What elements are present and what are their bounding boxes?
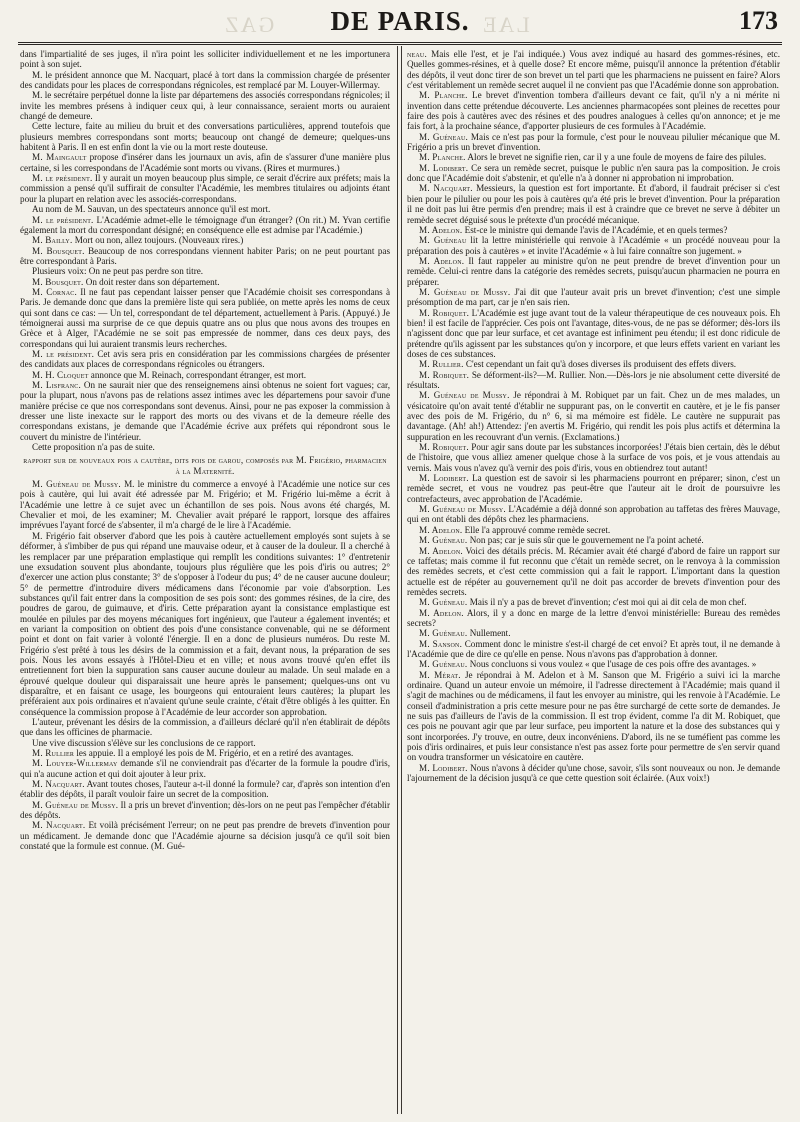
speaker-name: M. Louyer-Willermay — [32, 758, 118, 769]
paragraph-text: J'ai dit que l'auteur avait pris un brevet d'invention; c'est une simple présomption de ma part, car je n'en sais rien. — [407, 286, 780, 308]
paragraph-text: Pour agir sans doute par les substances incorporées! J'étais bien certain, dès le début de l'histoire, que vous alliez amener quelque chose à la surface de vos pois, et je vous attendais au vernis. Mais vous n'avez qu'à vernir des pois d'iris, vous en obtiendrez tout autant! — [407, 442, 780, 473]
paragraph — [407, 256, 780, 287]
paragraph-text: demande s'il ne conviendrait pas d'écarter de la formule la poudre d'iris, qui n'a aucune action et qui doit ajouter à leur prix. — [20, 758, 390, 779]
paragraph-text: Cette proposition n'a pas de suite. — [32, 442, 155, 453]
speaker-name: M. Guéneau — [419, 235, 467, 246]
speaker-name: M. Guéneau. — [419, 597, 468, 608]
speaker-name: M. Bousquet. — [32, 276, 84, 287]
paragraph — [20, 266, 390, 276]
paragraph-text: Comment donc le ministre s'est-il chargé de cet envoi? Et après tout, il ne demande à l'Académie que de dire ce qu'elle en pense. Nous n'avons pas d'approbation à donner. — [407, 638, 780, 659]
speaker-name: M. Sanson. — [419, 638, 463, 649]
speaker-name: M. Guéneau. — [419, 131, 469, 142]
speaker-name: M. Guéneau de Mussy. — [419, 504, 506, 515]
speaker-name: M. Lisfranc. — [32, 380, 81, 390]
speaker-name: M. H. Cloquet — [32, 369, 89, 380]
paragraph — [20, 748, 390, 758]
paragraph-text: Je répondrai à M. Adelon et à M. Sanson que M. Frigério a suivi ici la marche ordinaire. Quand un auteur envoie un mémoire, il l'adresse directement à l'Académie; mais quand il s'agit de machines ou de médicamens, il faut les envoyer au ministre, qui les renvoie à l'Académie. Le conseil d'administration a pris cette mesure pour ne pas être surchargé de cette sorte de demandes. Je ne suis pas d'ailleurs de l'avis de la commission. Il est trop évident, comme l'a dit M. Robiquet, que ces pois ne pouvant agir que par leur surface, peu importent la nature et la dose des substances qui y sont incorporées. J'y trouve, en outre, deux inconvéniens. D'abord, ils ne se tuméfient pas comme les pois d'iris ordinaires, et puis leur consistance n'est pas assez forte pour permettre de s'en servir quand on voudra transformer un vésicatoire en cautère. — [407, 669, 780, 763]
speaker-name: M. Rullier — [32, 748, 75, 759]
paragraph — [407, 504, 780, 525]
paragraph — [20, 820, 390, 851]
paragraph-text: Cette lecture, faite au milieu du bruit et des conversations particulières, apprend toutefois que plusieurs membres correspondans sont morts; beaucoup ont changé de demeure; quelques-uns habitent à Paris. Il en est enfin dont la vie ou la mort reste douteuse. — [20, 121, 390, 153]
speaker-name: M. Guéneau. — [419, 535, 468, 546]
paragraph — [20, 277, 390, 287]
paragraph — [20, 380, 390, 442]
paragraph-text: Plusieurs voix: On ne peut pas perdre son titre. — [32, 266, 204, 277]
speaker-name: M. Guéneau de Mussy. — [32, 799, 119, 810]
paragraph-text: les appuie. Il a employé les pois de M. Frigério, et en a retiré des avantages. — [76, 748, 354, 759]
paragraph — [20, 738, 390, 748]
page-header — [18, 6, 782, 44]
speaker-name: M. Lodibert. — [419, 473, 469, 484]
paragraph — [20, 246, 390, 267]
paragraph — [407, 442, 780, 473]
speaker-name: M. Adelon. — [419, 224, 463, 235]
paragraph-text: M. le président annonce que M. Nacquart, placé à tort dans la commission chargée de présenter des candidats pour les places de correspondans régnicoles, est remplacé par M. Louyer-Willermay. — [20, 69, 390, 91]
paragraph-text: Beaucoup de nos correspondans viennent habiter Paris; on ne peut pourtant pas être correspondant à Paris. — [20, 245, 390, 266]
paragraph — [407, 628, 780, 638]
speaker-name: M. Adelon. — [419, 255, 465, 266]
paragraph — [407, 535, 780, 545]
paragraph — [20, 121, 390, 152]
paragraph — [407, 163, 780, 184]
paragraph — [407, 473, 780, 504]
paragraph — [407, 608, 780, 629]
bleed-through-text: GAZ — [223, 12, 275, 37]
paragraph-text: Non pas; car je suis sûr que le gouvernement ne l'a point acheté. — [469, 535, 704, 546]
paragraph — [407, 370, 780, 391]
paragraph-text: lit la lettre ministérielle qui renvoie à l'Académie « un procédé nouveau pour la préparation des pois à cautères » et invite l'Académie « à lui faire connaître son jugement. » — [407, 235, 780, 256]
paragraph — [407, 359, 780, 369]
paragraph — [407, 390, 780, 442]
speaker-name: M. Adelon. — [419, 545, 463, 556]
paragraph-text: M. le secrétaire perpétuel donne la liste par départemens des associés correspondans régnicoles; il invite les membres présens à indiquer ceux qui, à leur connaissance, seraient morts ou auraient changé de demeure. — [20, 90, 390, 122]
speaker-name: M. Nacquart. — [419, 183, 473, 194]
paragraph — [407, 183, 780, 224]
paragraph-text: Est-ce le ministre qui demande l'avis de l'Académie, et en quels termes? — [464, 224, 728, 235]
speaker-name: M. le président. — [32, 214, 94, 225]
paragraph-text: On ne saurait nier que des renseignemens ainsi obtenus ne soient fort vagues; car, pour la plupart, nous n'avons pas de relations assez intimes avec les départemens pour savoir d'une manière précise ce que nos correspondans sont devenus. Ainsi, pour ne pas exposer la commission à dresser une liste inexacte sur le rapport des morts ou des vivans et de la demeure réelle des correspondans existans, je demande que l'Académie écrive aux préfets qui répondront sous le couvert du ministre de l'intérieur. — [20, 380, 390, 442]
paragraph-text: L'Académie admet-elle le témoignage d'un étranger? (On rit.) M. Yvan certifie également la mort du correspondant désigné; en conséquence elle est admise par l'Académie.) — [20, 214, 390, 235]
paragraph-text: On doit rester dans son département. — [85, 276, 220, 287]
paragraph — [20, 204, 390, 214]
paragraph-text: La question est de savoir si les pharmaciens pourront en préparer; sinon, c'est un remède secret, et vous ne voudrez pas peut-être que l'auteur ait le droit de poursuivre les contrefacteurs, avec approbation de l'Académie. — [407, 473, 780, 504]
speaker-name: M. Lodibert. — [419, 162, 469, 173]
paragraph — [407, 152, 780, 162]
speaker-name: M. Robiquet. — [419, 442, 469, 453]
paragraph-text: M. Frigério fait observer d'abord que les pois à cautère actuellement employés sont sujets à se déformer, à s'imbiber de pus qui répand une mauvaise odeur, et à causer de la douleur. Il a cherché à les remplacer par une préparation emplastique qui remplît les conditions suivantes: 1° d'entretenir une exsudation souvent plus abondante, toujours plus régulière que les pois d'iris ou autres; 2° d'exercer une action plus constante; 3° de s'opposer à l'odeur du pus; 4° de ne causer aucune douleur; 5° de permettre d'introduire divers médicamens dans l'économie par voie d'absorption. Les substances qu'il fait entrer dans la composition de ses pois sont: des gommes résines, de la cire, des poudres de garou, de guimauve, et d'iris. Cette préparation ayant la consistance emplastique est moulée en pilules par des moyens mécaniques fort ingénieux, que l'auteur a également inventés; et en variant la composition on obtient des pois d'une consistance convenable, qui ne se déforment point et dont on fait varier à volonté l'énergie. Il en a donc de plusieurs numéros. Du reste M. Frigério s'est prêté à tous les désirs de la commission et a fait, devant nous, la préparation de ses pois. Nous les avons essayés à l'Hôtel-Dieu et en ville; et nous avons trouvé qu'en effet ils entretiennent fort bien la suppuration sans causer aucune douleur au malade. Un seul malade en a éprouvé quelque douleur qui disparaissait une heure après le pansement; quelques-uns ont vu disparaître, et en faisant ce usage, les bourgeons qui entouraient leurs cautères; la plupart les préféraient aux pois ordinaires et n'avaient qu'une seule crainte, c'était d'être obligés à les quitter. En conséquence la commission propose à l'Académie de leur accorder son approbation. — [20, 530, 390, 717]
paragraph — [407, 287, 780, 308]
paragraph-text: C'est cependant un fait qu'à doses diverses ils produisent des effets divers. — [465, 359, 737, 370]
speaker-name: M. Guéneau. — [419, 628, 468, 639]
speaker-name: M. Rullier. — [419, 359, 464, 370]
column-divider — [397, 46, 402, 1114]
paragraph — [20, 531, 390, 717]
paragraph-text: rapport sur de nouveaux pois a cautère, dits pois de garou, composés par M. Frigério, pharmacien à la Maternité. — [23, 455, 387, 476]
paragraph — [20, 717, 390, 738]
paragraph — [407, 308, 780, 360]
speaker-name: M. Bailly. — [32, 235, 73, 246]
paragraph-text: propose d'insérer dans les journaux un avis, afin de s'assurer d'une manière plus certaine, si les correspondans de l'Académie sont morts ou vivans. (Rires et murmures.) — [20, 152, 390, 173]
paragraph-text: Nous n'avons à décider qu'une chose, savoir, s'ils sont nouveaux ou non. Je demande l'ajournement de la décision jusqu'à ce que cette question soit éclairée. (Aux voix!) — [407, 762, 780, 784]
page-title: DE PARIS. — [330, 6, 470, 36]
paragraph-text: Il y aurait un moyen beaucoup plus simple, ce serait d'écrire aux préfets; mais la commission a pensé qu'il suffirait de consulter l'Académie, les membres titulaires ou adjoints étant pour la plupart en relation avec les associés-correspondans. — [20, 173, 390, 204]
paragraph — [407, 132, 780, 153]
paragraph — [20, 173, 390, 204]
paragraph — [407, 235, 780, 256]
speaker-name: M. Robiquet. — [419, 307, 470, 318]
paragraph — [20, 349, 390, 370]
paragraph-text: Je répondrai à M. Robiquet par un fait. Chez un de mes malades, un vésicatoire qu'on avait tenté d'établir ne suppurant pas, on le convertit en cautère, et je le fis panser avec des pois de M. Frigério, du n° 6, si ma mémoire est fidèle. Le cautère ne suppurait pas davantage. (Ah! ah!) Attendez: j'en avertis M. Frigério, qui rendit les pois plus actifs et détermina la suppuration en les recouvrant d'un vernis. (Exclamations.) — [407, 390, 780, 442]
speaker-name: M. Adelon. — [419, 607, 464, 618]
paragraph-text: Ce sera un remède secret, puisque le public n'en saura pas la composition. Je crois donc que l'Académie doit s'abstenir, et qu'elle n'a à donner ni approbation ni improbation. — [407, 162, 780, 184]
paragraph — [407, 90, 780, 131]
paragraph — [407, 546, 780, 598]
paragraph-text: Une vive discussion s'élève sur les conclusions de ce rapport. — [32, 737, 256, 748]
speaker-name: M. le président. — [32, 173, 93, 184]
header-rule — [18, 42, 782, 45]
paragraph-text: M. le ministre du commerce a envoyé à l'Académie une notice sur ces pois à cautère, qui lui avait été adressée par M. Frigério; et M. Frigério lui-même a écrit à l'Académie une lettre à ce sujet avec un échantillon de ses pois. Nous avons été chargés, M. Chevalier et moi, de les examiner; M. Chevalier avait préparé le rapport, lorsque des affaires imprévues l'ayant forcé de s'absenter, il m'a chargé de le lire à l'Académie. — [20, 479, 390, 531]
speaker-name: M. Cornac. — [32, 286, 77, 297]
speaker-name: neau. — [407, 49, 427, 59]
paragraph-text: Voici des détails précis. M. Récamier avait été chargé d'abord de faire un rapport sur ce taffetas; mais comme il fut reconnu que c'était un remède secret, on le renvoya à la commission des remèdes secrets, et c'est cette commission qui a fait le rapport. L'important dans la question actuelle est de répéter au gouvernement qu'il ne doit pas accorder de brevets d'invention pour des remèdes secrets. — [407, 545, 780, 597]
paragraph-text: Alors, il y a donc en marge de la lettre d'envoi ministérielle: Bureau des remèdes secrets? — [407, 607, 780, 628]
speaker-name: M. Robiquet. — [419, 369, 470, 380]
paragraph-text: Mais elle l'est, et je l'ai indiquée.) Vous avez indiqué au hasard des gommes-résines, etc. Quelles gommes-résines, et à quelle dose? Et encore même, puisqu'il annonce la prétention d'établir des dépôts, il veut donc tirer de son brevet un tel parti que les pharmaciens ne puissent en faire? Alors c'est véritablement un remède secret auquel il ne convient pas que l'Académie donne son approbation. — [407, 49, 780, 91]
paragraph — [407, 639, 780, 660]
paragraph-text: Se déforment-ils?—M. Rullier. Non.—Dès-lors je nie absolument cette diversité de résultats. — [407, 369, 780, 390]
speaker-name: M. Guéneau de Mussy. — [419, 286, 511, 297]
speaker-name: M. Nacquart. — [32, 820, 86, 831]
speaker-name: M. Guéneau. — [419, 659, 468, 670]
speaker-name: M. le président. — [32, 348, 95, 359]
paragraph-text: Cet avis sera pris en considération par les commissions chargées de présenter des candidats aux places de correspondans régnicoles ou étrangers. — [20, 348, 390, 370]
paragraph — [20, 70, 390, 91]
paragraph-text: Avant toutes choses, l'auteur a-t-il donné la formule? car, d'après son intention d'en établir des dépôts, il paraît vouloir faire un secret de la composition. — [20, 779, 390, 800]
paragraph — [407, 763, 780, 784]
speaker-name: M. Adelon. — [419, 524, 463, 535]
paragraph-text: Mort ou non, allez toujours. (Nouveaux rires.) — [74, 235, 244, 246]
left-column — [20, 49, 390, 1111]
bleed-through-text: LAE — [481, 12, 530, 37]
speaker-name: M. Guéneau de Mussy. — [32, 479, 121, 490]
speaker-name: M. Lodibert. — [419, 762, 468, 773]
paragraph-text: Mais ce n'est pas pour la formule, c'est pour le nouveau pilulier mécanique que M. Frigério a pris un brevet d'invention. — [407, 131, 780, 153]
paragraph — [20, 442, 390, 452]
paragraph — [20, 287, 390, 349]
page-number: 173 — [739, 6, 778, 35]
paragraph-text: Nous concluons si vous voulez « que l'usage de ces pois offre des avantages. » — [469, 659, 757, 670]
paragraph-text: L'auteur, prévenant les désirs de la commission, a d'ailleurs déclaré qu'il n'en établirait de dépôts que dans les officines de pharmacie. — [20, 717, 390, 738]
paragraph — [407, 670, 780, 763]
paragraph — [407, 659, 780, 669]
paragraph — [407, 225, 780, 235]
paragraph-text: Et voilà précisément l'erreur; on ne peut pas prendre de brevets d'invention pour un médicament. Je demande donc que l'Académie ajourne sa décision jusqu'à ce qu'il soit bien constaté que la formule est connue. (M. Gué- — [20, 820, 390, 852]
right-column — [407, 49, 780, 1111]
paragraph — [407, 49, 780, 90]
paragraph-text: Mais il n'y a pas de brevet d'invention; c'est moi qui ai dit cela de mon chef. — [469, 597, 747, 608]
paragraph — [20, 90, 390, 121]
paragraph — [20, 152, 390, 173]
paragraph-text: Il faut rappeler au ministre qu'on ne peut prendre de brevet d'invention pour un remède. Celui-ci rentre dans la catégorie des remèdes secrets, puisqu'aucun pharmacien ne pourra en préparer. — [407, 255, 780, 287]
paragraph-text: Elle l'a approuvé comme remède secret. — [464, 524, 611, 535]
paragraph — [20, 779, 390, 800]
paragraph-text: annonce que M. Reinach, correspondant étranger, est mort. — [90, 369, 307, 380]
speaker-name: M. Nacquart. — [32, 779, 85, 790]
paragraph — [20, 235, 390, 245]
paragraph — [20, 758, 390, 779]
paragraph — [20, 49, 390, 70]
speaker-name: M. Planche. — [419, 90, 468, 101]
speaker-name: M. Mérat. — [419, 669, 461, 680]
paragraph-text: Le brevet d'invention tombera d'ailleurs devant ce fait, qu'il n'y a ni mérite ni invention dans cette prétendue découverte. Les anciennes pharmacopées sont pleines de recettes pour faire des pois à cautères avec des résines et des poudres analogues à celles qu'on annonce; et je me fais fort, à la prochaine séance, d'apporter plusieurs de ces formules à l'Académie. — [407, 90, 780, 132]
paragraph-text: Alors le brevet ne signifie rien, car il y a une foule de moyens de faire des pilules. — [467, 152, 767, 163]
paragraph — [20, 370, 390, 380]
paragraph — [407, 597, 780, 607]
paragraph — [20, 800, 390, 821]
paragraph-text: L'Académie a déjà donné son approbation au taffetas des frères Mauvage, qui en ont établi des dépôts chez les pharmaciens. — [407, 504, 780, 525]
speaker-name: M. Maingault — [32, 152, 87, 163]
paragraph — [20, 479, 390, 531]
paragraph — [407, 525, 780, 535]
section-caption — [20, 455, 390, 476]
paragraph-text: L'Académie est juge avant tout de la valeur thérapeutique de ces nouveaux pois. Eh bien! il est facile de l'apprécier. Ces pois ont l'avantage, dites-vous, de ne pas se déformer; dès-lors ils n'agissent donc que par leur surface, et cet avantage est infiniment peu étendu; il est donc ridicule de prétendre qu'ils agissent par les substances qu'on y incorpore, et que leurs effets varient en variant les doses de ces substances. — [407, 307, 780, 359]
paragraph-text: Messieurs, la question est fort importante. Et d'abord, il faudrait préciser si c'est bien pour le pilulier ou pour les pois à cautères qu'a été pris le brevet d'invention. Pour la préparation il ne doit pas lui être permis d'en prendre; mais il est à craindre que ce brevet ne serve à débiter un remède secret déguisé sous le prétexte d'un procédé mécanique. — [407, 183, 780, 225]
paragraph-text: Nullement. — [469, 628, 511, 639]
speaker-name: M. Planche. — [419, 152, 466, 163]
speaker-name: M. Guéneau de Mussy. — [419, 390, 510, 401]
paragraph-text: Au nom de M. Sauvan, un des spectateurs annonce qu'il est mort. — [32, 204, 271, 215]
paragraph-text: dans l'impartialité de ses juges, il n'ira point les solliciter individuellement et ne les importunera point à son sujet. — [20, 49, 390, 70]
paragraph-text: Il a pris un brevet d'invention; dès-lors on ne peut pas l'empêcher d'établir des dépôts. — [20, 799, 390, 821]
paragraph — [20, 215, 390, 236]
paragraph-text: Il ne faut pas cependant laisser penser que l'Académie choisit ses correspondans à Paris. Je demande donc que dans la première liste qui sera publiée, on mette après les noms de ceux qui sont dans ce cas: — Un tel, correspondant de tel département, actuellement à Paris. (Appuyé.) Je témoignerai aussi ma surprise de ce que depuis quatre ans ou plus que nous avons des troupes en Grèce et à Alger, l'Académie ne se soit pas empressée de nommer, dans ces deux pays, des correspondans qui lui auraient transmis leurs recherches. — [20, 286, 390, 349]
speaker-name: M. Bousquet. — [32, 245, 85, 256]
